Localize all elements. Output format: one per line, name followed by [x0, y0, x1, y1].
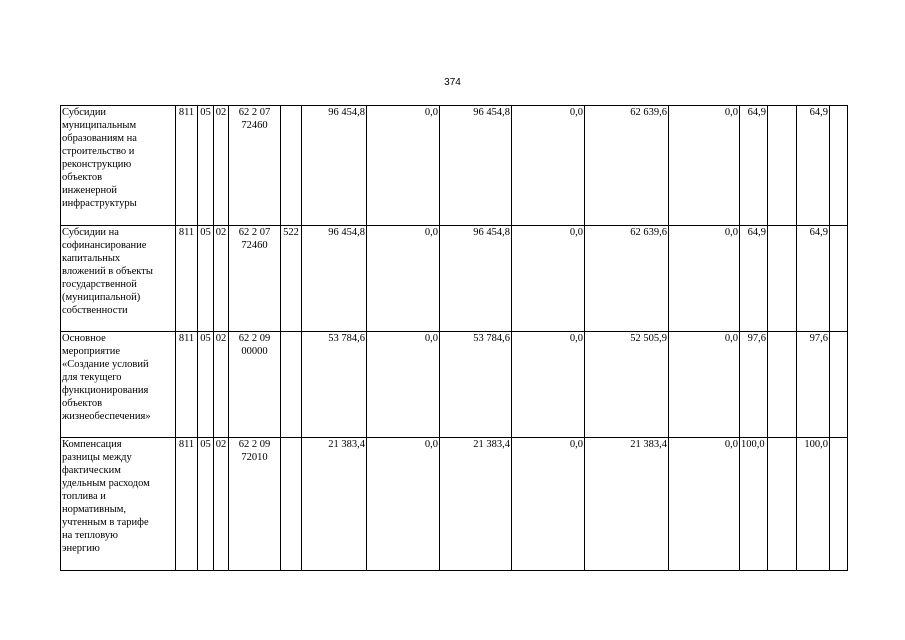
grbs-code: 811	[176, 438, 198, 571]
percent-regional: 100,0	[797, 438, 830, 571]
fact-federal: 0,0	[669, 332, 740, 438]
row-name: Компенсация разницы между фактическим удельным расходом топлива и нормативным, учтенным в тарифе на тепловую энергию	[61, 438, 176, 571]
fact-total: 62 639,6	[585, 226, 669, 332]
subsection-code: 02	[214, 332, 229, 438]
expense-type-code	[281, 106, 302, 226]
row-name: Субсидии муниципальным образованиям на строительство и реконструкцию объектов инженерной инфраструктуры	[61, 106, 176, 226]
expense-type-code: 522	[281, 226, 302, 332]
percent-other	[830, 226, 848, 332]
fact-federal: 0,0	[669, 106, 740, 226]
fact-total: 21 383,4	[585, 438, 669, 571]
section-code: 05	[198, 438, 214, 571]
percent-federal	[768, 226, 797, 332]
plan-federal: 0,0	[367, 106, 440, 226]
percent-regional: 64,9	[797, 106, 830, 226]
percent-federal	[768, 438, 797, 571]
subsection-code: 02	[214, 438, 229, 571]
percent-other	[830, 438, 848, 571]
target-article-code: 62 2 09 72010	[229, 438, 281, 571]
percent-other	[830, 332, 848, 438]
percent-total: 64,9	[740, 106, 768, 226]
grbs-code: 811	[176, 106, 198, 226]
plan-regional: 53 784,6	[440, 332, 512, 438]
percent-federal	[768, 106, 797, 226]
target-article-code: 62 2 07 72460	[229, 226, 281, 332]
table-row	[61, 226, 848, 332]
percent-total: 97,6	[740, 332, 768, 438]
fact-federal: 0,0	[669, 438, 740, 571]
page-number: 374	[444, 77, 461, 88]
plan-total: 96 454,8	[302, 226, 367, 332]
percent-regional: 97,6	[797, 332, 830, 438]
plan-regional: 21 383,4	[440, 438, 512, 571]
plan-total: 96 454,8	[302, 106, 367, 226]
subsection-code: 02	[214, 226, 229, 332]
row-name: Субсидии на софинансирование капитальных вложений в объекты государственной (муниципальной) собственности	[61, 226, 176, 332]
plan-other: 0,0	[512, 226, 585, 332]
plan-federal: 0,0	[367, 332, 440, 438]
fact-total: 52 505,9	[585, 332, 669, 438]
expense-type-code	[281, 438, 302, 571]
plan-federal: 0,0	[367, 438, 440, 571]
budget-table	[60, 105, 848, 571]
fact-federal: 0,0	[669, 226, 740, 332]
plan-other: 0,0	[512, 438, 585, 571]
percent-other	[830, 106, 848, 226]
table-row	[61, 106, 848, 226]
target-article-code: 62 2 07 72460	[229, 106, 281, 226]
plan-federal: 0,0	[367, 226, 440, 332]
target-article-code: 62 2 09 00000	[229, 332, 281, 438]
grbs-code: 811	[176, 332, 198, 438]
fact-total: 62 639,6	[585, 106, 669, 226]
section-code: 05	[198, 106, 214, 226]
table-row	[61, 438, 848, 571]
table-row	[61, 332, 848, 438]
row-name: Основное мероприятие «Создание условий для текущего функционирования объектов жизнеобеспечения»	[61, 332, 176, 438]
section-code: 05	[198, 226, 214, 332]
percent-regional: 64,9	[797, 226, 830, 332]
expense-type-code	[281, 332, 302, 438]
subsection-code: 02	[214, 106, 229, 226]
plan-other: 0,0	[512, 332, 585, 438]
plan-total: 53 784,6	[302, 332, 367, 438]
percent-total: 100,0	[740, 438, 768, 571]
plan-regional: 96 454,8	[440, 226, 512, 332]
plan-other: 0,0	[512, 106, 585, 226]
section-code: 05	[198, 332, 214, 438]
grbs-code: 811	[176, 226, 198, 332]
plan-regional: 96 454,8	[440, 106, 512, 226]
plan-total: 21 383,4	[302, 438, 367, 571]
percent-total: 64,9	[740, 226, 768, 332]
percent-federal	[768, 332, 797, 438]
